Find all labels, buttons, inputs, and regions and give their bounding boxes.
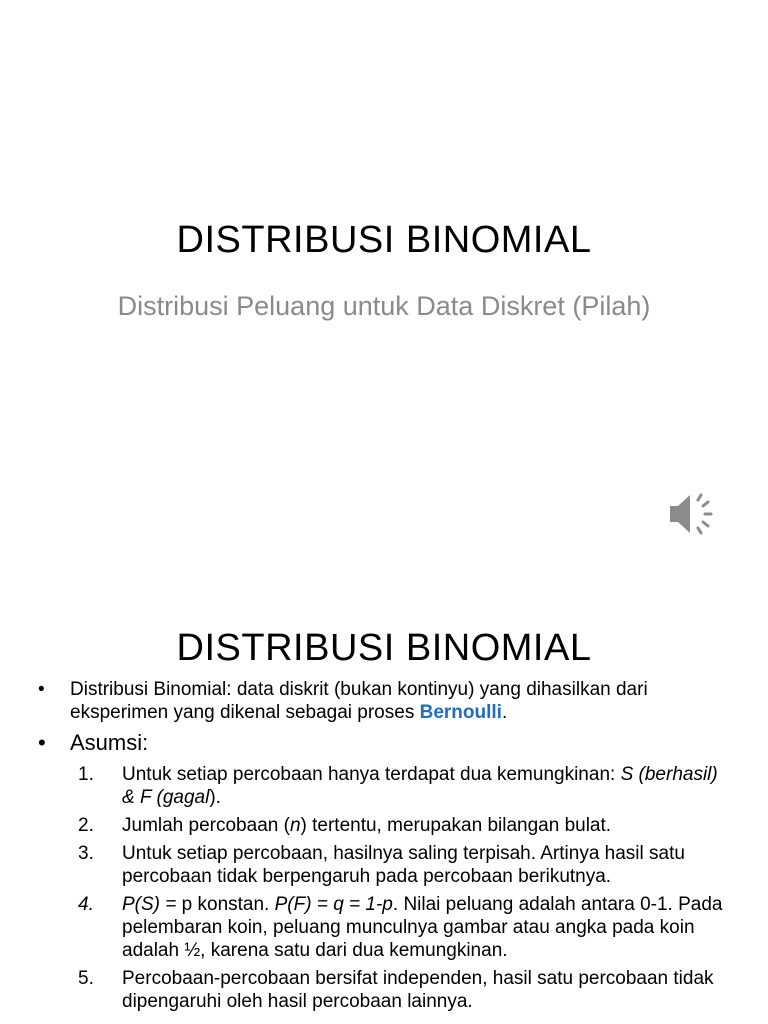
bullet-text-end: . bbox=[501, 702, 508, 723]
list-number: 2. bbox=[78, 815, 94, 836]
slide-subtitle: Distribusi Peluang untuk Data Diskret (Pilah) bbox=[117, 291, 651, 321]
item-text: . Nilai peluang adalah antara 0-1. Pada pelembaran koin, peluang munculnya gambar atau angka pada koin adalah ½, karena satu dari dua kemungkinan. bbox=[122, 894, 723, 961]
item-text: ) tertentu, merupakan bilangan bulat. bbox=[300, 815, 612, 836]
content-slide bbox=[0, 576, 768, 1024]
item-text: Untuk setiap percobaan hanya terdapat dua kemungkinan: bbox=[122, 764, 621, 785]
assumption-list bbox=[34, 763, 724, 1013]
bullet-text: Distribusi Binomial: data diskrit (bukan kontinyu) yang dihasilkan dari eksperimen yang dikenal sebagai proses bbox=[70, 679, 648, 723]
bullet-item bbox=[34, 678, 724, 724]
list-item bbox=[34, 814, 724, 837]
bullet-text: Asumsi: bbox=[70, 730, 149, 755]
speaker-icon[interactable] bbox=[664, 486, 720, 542]
bullet-item bbox=[34, 728, 724, 758]
item-text-italic: n bbox=[289, 815, 301, 836]
item-text: p konstan. bbox=[176, 894, 275, 915]
list-item bbox=[34, 763, 724, 809]
item-text: ). bbox=[209, 787, 221, 808]
slide-body bbox=[34, 678, 724, 1013]
item-text: Untuk setiap percobaan, hasilnya saling terpisah. Artinya hasil satu percobaan tidak berpengaruh pada percobaan berikutnya. bbox=[122, 843, 685, 887]
list-number: 1. bbox=[78, 764, 94, 785]
bullet-icon: • bbox=[38, 730, 46, 755]
item-text-italic: S (berhasil) & F (gagal bbox=[122, 764, 718, 808]
list-number: 3. bbox=[78, 843, 94, 864]
item-text-italic: P(S) = bbox=[122, 894, 177, 915]
list-number: 5. bbox=[78, 968, 94, 989]
bernoulli-link[interactable]: Bernoulli bbox=[419, 702, 502, 723]
item-text: Percobaan-percobaan bersifat independen, hasil satu percobaan tidak dipengaruhi oleh hasil percobaan lainnya. bbox=[122, 968, 714, 1012]
item-text: Jumlah percobaan ( bbox=[122, 815, 290, 836]
list-item bbox=[34, 967, 724, 1013]
slide-title: DISTRIBUSI BINOMIAL bbox=[176, 627, 592, 669]
list-item bbox=[34, 893, 724, 962]
item-text-italic: P(F) = q = 1-p bbox=[274, 894, 393, 915]
bullet-icon: • bbox=[38, 679, 45, 700]
list-item bbox=[34, 842, 724, 888]
list-number: 4. bbox=[78, 894, 94, 915]
slide-title: DISTRIBUSI BINOMIAL bbox=[176, 219, 592, 261]
